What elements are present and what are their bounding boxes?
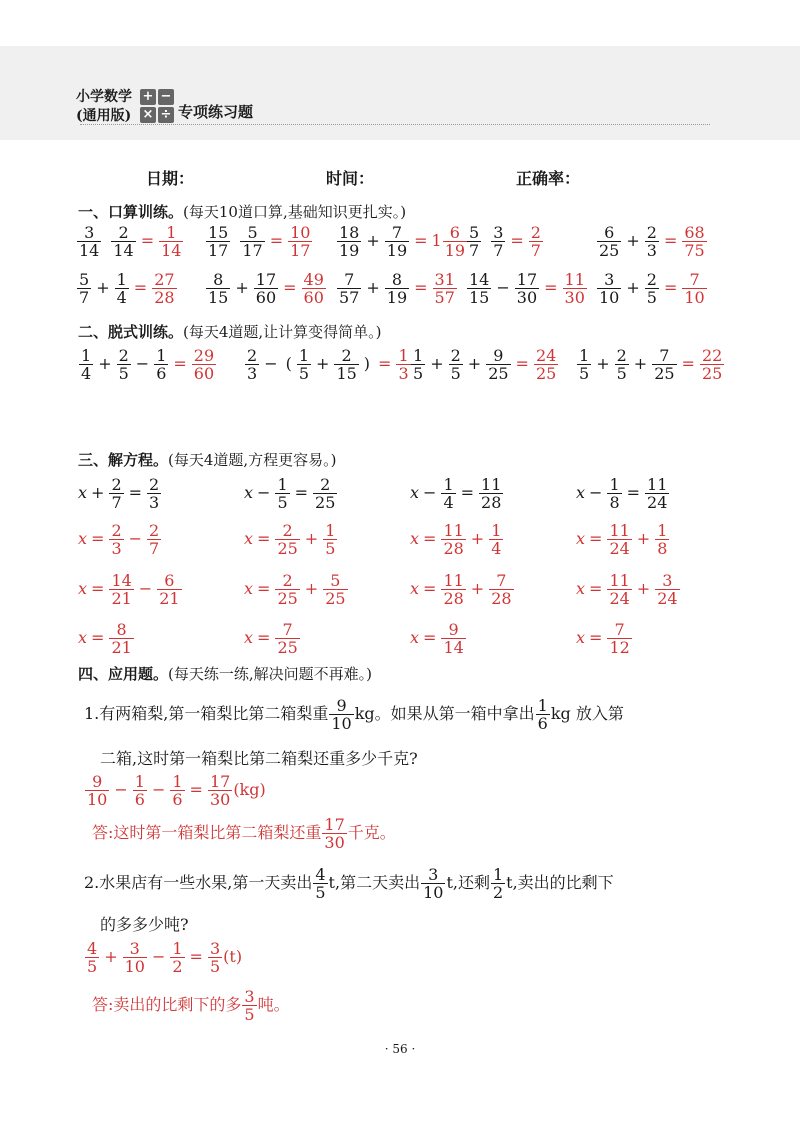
- fraction: $\frac{11}{24}$: [609, 571, 630, 608]
- fraction: $\frac{2}{7}$: [530, 223, 541, 260]
- fraction: $\frac{9}{25}$: [488, 346, 509, 383]
- divide-icon: ÷: [158, 107, 174, 123]
- section-equation-title: 三、解方程。(每天4道题,方程更容易。): [78, 451, 337, 469]
- oral-item: $\frac{6}{25}$ + $\frac{2}{3}$ = $\frac{68}{75}$: [599, 223, 705, 260]
- fraction: $\frac{3}{10}$: [423, 865, 444, 902]
- fraction: $\frac{2}{15}$: [336, 346, 357, 383]
- problem-2-line-1: 2.水果店有一些水果,第一天卖出 $\frac{4}{5}$ t,第二天卖出 $\frac{3}{10}$ t,还剩 $\frac{1}{2}$ t,卖出的比剩下: [84, 865, 614, 902]
- fraction: $\frac{1}{6}$: [537, 696, 548, 733]
- fraction: $\frac{17}{30}$: [324, 815, 345, 852]
- equation-solution: x = $\frac{7}{12}$: [576, 620, 630, 657]
- fraction: $\frac{2}{5}$: [450, 346, 461, 383]
- equation: x − $\frac{1}{8}$ = $\frac{11}{24}$: [576, 475, 668, 512]
- fraction: $\frac{1}{5}$: [325, 521, 336, 558]
- oral-item: $\frac{3}{14}$ $\frac{2}{14}$ = $\frac{1}{14}$: [79, 223, 182, 260]
- fraction: $\frac{2}{3}$: [646, 223, 657, 260]
- fraction: $\frac{17}{30}$: [209, 772, 231, 809]
- fraction: $\frac{9}{10}$: [87, 772, 108, 809]
- equation-step: x = $\frac{11}{28}$ + $\frac{1}{4}$: [410, 521, 502, 558]
- problem-2-calculation: $\frac{4}{5}$ + $\frac{3}{10}$ − $\frac{1}{2}$ = $\frac{3}{5}$ (t): [87, 939, 243, 976]
- fraction: $\frac{17}{60}$: [255, 270, 277, 307]
- mixed-item: $\frac{1}{5}$ + $\frac{2}{5}$ + $\frac{7}{25}$ = $\frac{22}{25}$: [579, 346, 723, 383]
- fraction: $\frac{1}{5}$: [277, 475, 288, 512]
- equation-solution: x = $\frac{9}{14}$: [410, 620, 464, 657]
- fraction: $\frac{11}{28}$: [443, 571, 464, 608]
- equation-solution: x = $\frac{8}{21}$: [78, 620, 132, 657]
- fraction: $\frac{11}{28}$: [481, 475, 502, 512]
- fraction: $\frac{1}{2}$: [492, 865, 504, 902]
- fraction: $\frac{2}{25}$: [277, 571, 298, 608]
- problem-1-line-2: 二箱,这时第一箱梨比第二箱梨还重多少千克?: [100, 749, 418, 768]
- fraction: $\frac{1}{8}$: [657, 521, 668, 558]
- fraction: $\frac{3}{10}$: [124, 939, 145, 976]
- fraction: $\frac{8}{21}$: [111, 620, 132, 657]
- fraction: $\frac{2}{3}$: [247, 346, 258, 383]
- fraction: $\frac{1}{5}$: [579, 346, 590, 383]
- fraction: $\frac{1}{4}$: [116, 270, 127, 307]
- fraction: $\frac{7}{28}$: [491, 571, 512, 608]
- fraction: $\frac{11}{30}$: [564, 270, 585, 307]
- fraction: $\frac{1}{3}$: [398, 346, 409, 383]
- oral-item: $\frac{8}{15}$ + $\frac{17}{60}$ = $\frac{49}{60}$: [208, 270, 324, 307]
- oral-item: $\frac{5}{7}$ + $\frac{1}{4}$ = $\frac{27}{28}$: [79, 270, 175, 307]
- fraction: $\frac{6}{19}$: [444, 223, 466, 260]
- fraction: $\frac{24}{25}$: [535, 346, 557, 383]
- section-oral-title: 一、口算训练。(每天10道口算,基础知识更扎实。): [78, 203, 407, 221]
- equation-step: x = $\frac{11}{24}$ + $\frac{3}{24}$: [576, 571, 678, 608]
- fraction: $\frac{7}{19}$: [386, 223, 408, 260]
- oral-item: $\frac{18}{19}$ + $\frac{7}{19}$ = 1 $\frac{6}{19}$: [339, 223, 466, 260]
- oral-item: $\frac{5}{7}$ $\frac{3}{7}$ = $\frac{2}{7}$: [469, 223, 541, 260]
- fraction: $\frac{1}{6}$: [156, 346, 167, 383]
- problem-1-calculation: $\frac{9}{10}$ − $\frac{1}{6}$ − $\frac{1}{6}$ = $\frac{17}{30}$ (kg): [87, 772, 266, 809]
- fraction: $\frac{2}{3}$: [111, 521, 122, 558]
- mixed-item: $\frac{2}{3}$ − ( $\frac{1}{5}$ + $\frac{2}{15}$ ) = $\frac{1}{3}$: [247, 346, 409, 383]
- operator-badges: [140, 89, 174, 125]
- plus-icon: +: [140, 89, 156, 105]
- fraction: $\frac{1}{5}$: [413, 346, 424, 383]
- fraction: $\frac{3}{14}$: [79, 223, 100, 260]
- fraction: $\frac{3}{5}$: [244, 987, 255, 1024]
- fraction: $\frac{1}{8}$: [609, 475, 620, 512]
- fraction: $\frac{6}{25}$: [599, 223, 620, 260]
- fraction: $\frac{31}{57}$: [434, 270, 455, 307]
- equation-step: x = $\frac{2}{25}$ + $\frac{5}{25}$: [244, 571, 346, 608]
- fraction: $\frac{1}{6}$: [172, 772, 183, 809]
- fraction: $\frac{1}{14}$: [161, 223, 182, 260]
- fraction: $\frac{68}{75}$: [684, 223, 705, 260]
- fraction: $\frac{11}{24}$: [647, 475, 668, 512]
- fraction: $\frac{1}{2}$: [172, 939, 183, 976]
- equation-solution: x = $\frac{7}{25}$: [244, 620, 298, 657]
- header-divider: [80, 124, 710, 125]
- fraction: $\frac{2}{25}$: [315, 475, 336, 512]
- fraction: $\frac{22}{25}$: [701, 346, 723, 383]
- equation: x + $\frac{2}{7}$ = $\frac{2}{3}$: [78, 475, 160, 512]
- fraction: $\frac{27}{28}$: [154, 270, 175, 307]
- equation-step: x = $\frac{2}{3}$ − $\frac{2}{7}$: [78, 521, 160, 558]
- equation-step: x = $\frac{11}{24}$ + $\frac{1}{8}$: [576, 521, 668, 558]
- fraction: $\frac{11}{28}$: [443, 521, 464, 558]
- fraction: $\frac{11}{24}$: [609, 521, 630, 558]
- fraction: $\frac{3}{5}$: [209, 939, 221, 976]
- fraction: $\frac{2}{7}$: [111, 475, 122, 512]
- fraction: $\frac{3}{7}$: [493, 223, 504, 260]
- mixed-item: $\frac{1}{5}$ + $\frac{2}{5}$ + $\frac{9}{25}$ = $\frac{24}{25}$: [413, 346, 557, 383]
- oral-item: $\frac{3}{10}$ + $\frac{2}{5}$ = $\frac{7}{10}$: [599, 270, 705, 307]
- mixed-item: $\frac{1}{4}$ + $\frac{2}{5}$ − $\frac{1}{6}$ = $\frac{29}{60}$: [81, 346, 215, 383]
- section-word-problems-title: 四、应用题。(每天练一练,解决问题不再难。): [78, 665, 372, 683]
- oral-item: $\frac{14}{15}$ − $\frac{17}{30}$ = $\frac{11}{30}$: [469, 270, 585, 307]
- fraction: $\frac{9}{10}$: [331, 696, 352, 733]
- accuracy-field: 正确率：: [516, 169, 581, 188]
- problem-2-line-2: 的多多少吨?: [100, 915, 189, 934]
- fraction: $\frac{7}{12}$: [609, 620, 630, 657]
- fraction: $\frac{2}{5}$: [646, 270, 657, 307]
- fraction: $\frac{2}{3}$: [149, 475, 160, 512]
- fraction: $\frac{7}{57}$: [339, 270, 360, 307]
- problem-1-line-1: 1.有两箱梨,第一箱梨比第二箱梨重 $\frac{9}{10}$ kg。如果从第一箱中拿出 $\frac{1}{6}$ kg 放入第: [84, 696, 624, 733]
- fraction: $\frac{5}{25}$: [325, 571, 346, 608]
- book-title: 专项练习题: [178, 103, 254, 121]
- time-field: 时间：: [326, 169, 375, 188]
- fraction: $\frac{3}{24}$: [657, 571, 678, 608]
- fraction: $\frac{1}{4}$: [443, 475, 454, 512]
- fraction: $\frac{9}{14}$: [443, 620, 464, 657]
- fraction: $\frac{7}{10}$: [684, 270, 705, 307]
- fraction: $\frac{2}{14}$: [113, 223, 134, 260]
- fraction: $\frac{5}{17}$: [242, 223, 263, 260]
- fraction: $\frac{8}{19}$: [386, 270, 408, 307]
- equation-step: x = $\frac{14}{21}$ − $\frac{6}{21}$: [78, 571, 180, 608]
- fraction: $\frac{1}{4}$: [81, 346, 92, 383]
- fraction: $\frac{49}{60}$: [303, 270, 324, 307]
- fraction: $\frac{6}{21}$: [159, 571, 180, 608]
- oral-item: $\frac{7}{57}$ + $\frac{8}{19}$ = $\frac{31}{57}$: [339, 270, 455, 307]
- problem-1-answer: 答:这时第一箱梨比第二箱梨还重 $\frac{17}{30}$ 千克。: [92, 815, 396, 852]
- equation: x − $\frac{1}{4}$ = $\frac{11}{28}$: [410, 475, 502, 512]
- fraction: $\frac{4}{5}$: [87, 939, 98, 976]
- problem-2-answer: 答:卖出的比剩下的多 $\frac{3}{5}$ 吨。: [92, 987, 290, 1024]
- date-field: 日期：: [146, 169, 195, 188]
- page-number: · 56 ·: [384, 1042, 416, 1056]
- fraction: $\frac{10}{17}$: [290, 223, 311, 260]
- fraction: $\frac{2}{5}$: [616, 346, 627, 383]
- fraction: $\frac{3}{10}$: [599, 270, 620, 307]
- fraction: $\frac{14}{15}$: [469, 270, 490, 307]
- fraction: $\frac{5}{7}$: [79, 270, 90, 307]
- oral-item: $\frac{15}{17}$ $\frac{5}{17}$ = $\frac{10}{17}$: [208, 223, 311, 260]
- equation: x − $\frac{1}{5}$ = $\frac{2}{25}$: [244, 475, 336, 512]
- fraction: $\frac{15}{17}$: [208, 223, 229, 260]
- book-brand: 小学数学 (通用版): [76, 89, 132, 124]
- fraction: $\frac{1}{5}$: [298, 346, 310, 383]
- fraction: $\frac{14}{21}$: [111, 571, 132, 608]
- minus-icon: −: [158, 89, 174, 105]
- fraction: $\frac{29}{60}$: [193, 346, 215, 383]
- equation-step: x = $\frac{11}{28}$ + $\frac{7}{28}$: [410, 571, 512, 608]
- fraction: $\frac{1}{6}$: [134, 772, 145, 809]
- fraction: $\frac{7}{25}$: [654, 346, 675, 383]
- fraction: $\frac{18}{19}$: [339, 223, 360, 260]
- fraction: $\frac{2}{5}$: [118, 346, 129, 383]
- fraction: $\frac{1}{4}$: [491, 521, 502, 558]
- multiply-icon: ×: [140, 107, 156, 123]
- section-mixed-title: 二、脱式训练。(每天4道题,让计算变得简单。): [78, 323, 382, 341]
- fraction: $\frac{8}{15}$: [208, 270, 229, 307]
- fraction: $\frac{7}{25}$: [277, 620, 298, 657]
- equation-step: x = $\frac{2}{25}$ + $\frac{1}{5}$: [244, 521, 336, 558]
- fraction: $\frac{2}{25}$: [277, 521, 298, 558]
- fraction: $\frac{17}{30}$: [516, 270, 538, 307]
- fraction: $\frac{5}{7}$: [469, 223, 480, 260]
- fraction: $\frac{2}{7}$: [149, 521, 160, 558]
- fraction: $\frac{4}{5}$: [315, 865, 326, 902]
